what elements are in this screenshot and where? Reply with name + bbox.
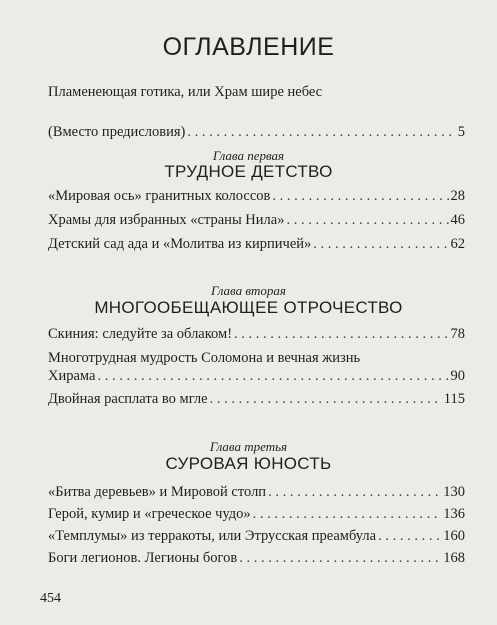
toc-entry bbox=[48, 188, 465, 208]
toc-entry-page: 115 bbox=[443, 391, 465, 407]
toc-entry bbox=[48, 528, 465, 548]
toc-entry-page: 136 bbox=[443, 506, 465, 522]
toc-entry-page: 62 bbox=[450, 236, 465, 252]
toc-entry bbox=[48, 212, 465, 232]
toc-entry-text: «Мировая ось» гранитных колоссов bbox=[48, 188, 271, 204]
toc-entry-text: (Вместо предисловия) bbox=[48, 124, 186, 140]
toc-entry-text: «Темплумы» из терракоты, или Этрусская преамбула bbox=[48, 528, 377, 544]
leader-dots bbox=[272, 188, 448, 205]
toc-entry-page: 46 bbox=[450, 212, 465, 228]
toc-entry-page: 160 bbox=[443, 528, 465, 544]
toc-entry-text: Скиния: следуйте за облаком! bbox=[48, 326, 233, 342]
leader-dots bbox=[187, 124, 455, 141]
toc-entry-page: 90 bbox=[450, 368, 465, 384]
toc-entry-text-line1: Многотрудная мудрость Соломона и вечная жизнь bbox=[48, 350, 361, 366]
chapter-label: Глава вторая bbox=[211, 283, 286, 298]
toc-entry-text: «Битва деревьев» и Мировой столп bbox=[48, 484, 267, 500]
preface-title-line1: Пламенеющая готика, или Храм шире небес bbox=[48, 84, 323, 100]
leader-dots bbox=[97, 368, 448, 385]
leader-dots bbox=[378, 528, 441, 545]
chapter-title: МНОГООБЕЩАЮЩЕЕ ОТРОЧЕСТВО bbox=[94, 298, 403, 317]
toc-entry-text: Детский сад ада и «Молитва из кирпичей» bbox=[48, 236, 312, 252]
toc-entry-page: 168 bbox=[443, 550, 465, 566]
toc-entry-page: 78 bbox=[450, 326, 465, 342]
page-title: ОГЛАВЛЕНИЕ bbox=[162, 33, 335, 61]
toc-entry-text: Герой, кумир и «греческое чудо» bbox=[48, 506, 251, 522]
leader-dots bbox=[286, 212, 448, 229]
toc-entry bbox=[48, 368, 465, 388]
toc-entry bbox=[48, 236, 465, 256]
leader-dots bbox=[234, 326, 448, 343]
toc-entry bbox=[48, 550, 465, 570]
chapter-title: СУРОВАЯ ЮНОСТЬ bbox=[165, 454, 332, 473]
toc-entry bbox=[48, 484, 465, 504]
chapter-label: Глава третья bbox=[209, 439, 288, 454]
toc-entry-page: 28 bbox=[450, 188, 465, 204]
leader-dots bbox=[268, 484, 441, 501]
toc-entry bbox=[48, 506, 465, 526]
toc-entry-page: 130 bbox=[443, 484, 465, 500]
toc-entry-page: 5 bbox=[457, 124, 465, 140]
toc-entry-text: Двойная расплата во мгле bbox=[48, 391, 208, 407]
chapter-label: Глава первая bbox=[212, 148, 285, 163]
page-number: 454 bbox=[40, 591, 61, 606]
leader-dots bbox=[253, 506, 442, 523]
leader-dots bbox=[313, 236, 448, 253]
leader-dots bbox=[239, 550, 441, 567]
leader-dots bbox=[210, 391, 442, 408]
toc-entry bbox=[48, 326, 465, 346]
toc-entry-text: Храмы для избранных «страны Нила» bbox=[48, 212, 285, 228]
toc-entry-preface bbox=[48, 124, 465, 144]
chapter-title: ТРУДНОЕ ДЕТСТВО bbox=[164, 162, 333, 181]
toc-entry-text: Хирама bbox=[48, 368, 96, 384]
toc-entry bbox=[48, 391, 465, 411]
toc-entry-text: Боги легионов. Легионы богов bbox=[48, 550, 238, 566]
